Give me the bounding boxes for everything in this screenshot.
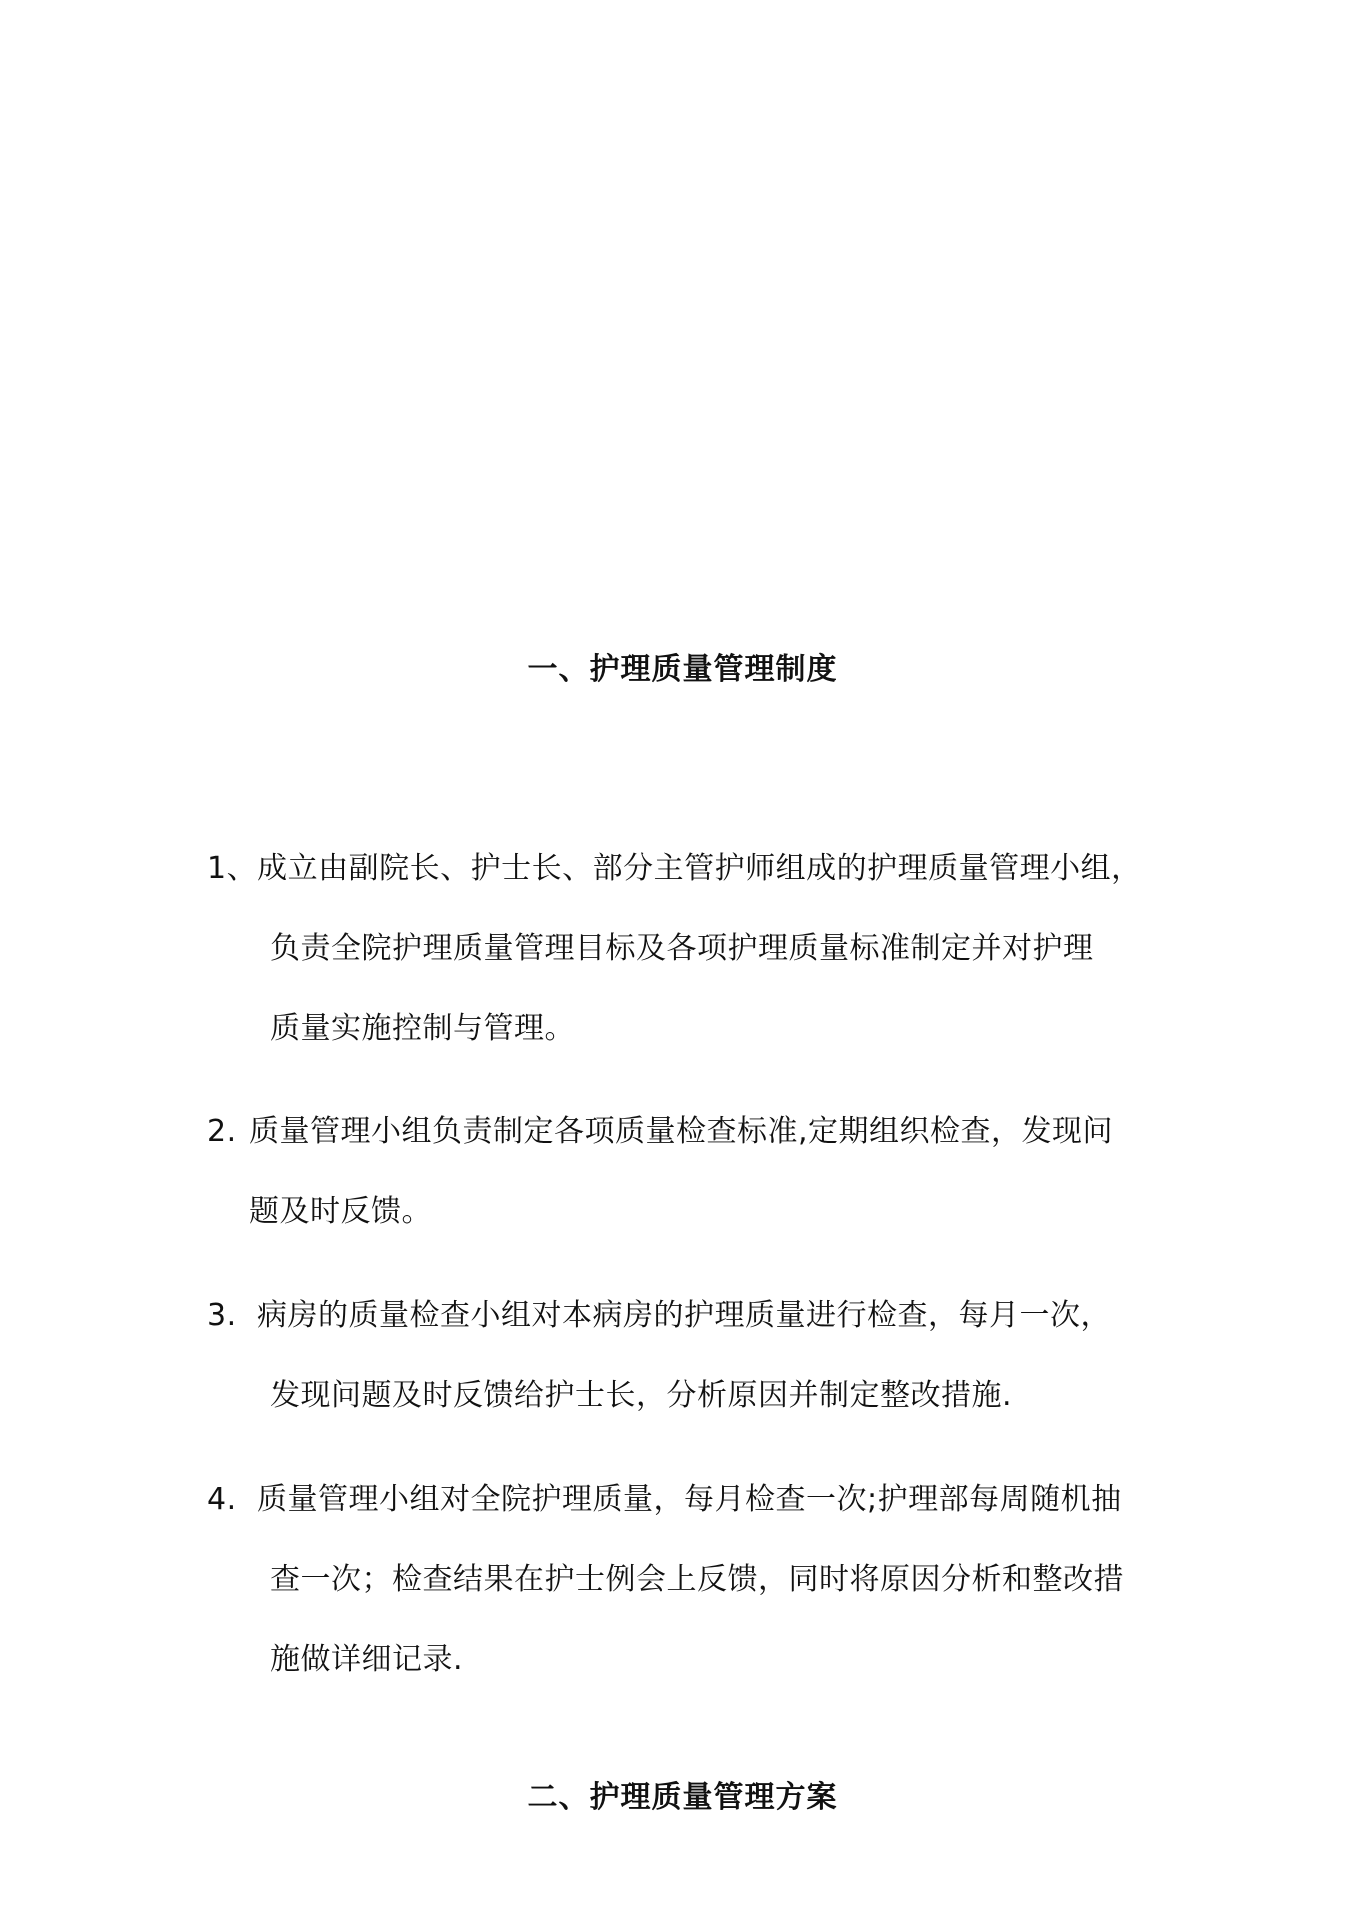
list-item-4-line-2: 查一次；检查结果在护士例会上反馈，同时将原因分析和整改措 <box>270 1562 1124 1597</box>
list-item-1-line-3: 质量实施控制与管理。 <box>270 1011 575 1046</box>
list-item-2-text-1: 质量管理小组负责制定各项质量检查标准,定期组织检查，发现问 <box>249 1114 1114 1149</box>
list-item-2-line-1 <box>207 1112 1113 1152</box>
list-item-2-number: 2. <box>207 1114 237 1149</box>
list-item-3-number: 3. <box>207 1298 237 1333</box>
list-item-3-line-1 <box>207 1296 1111 1336</box>
section-title-2: 二、护理质量管理方案 <box>527 1780 838 1815</box>
list-item-4-line-1 <box>207 1480 1122 1520</box>
list-item-1-line-1 <box>207 849 1142 889</box>
list-item-3-line-2: 发现问题及时反馈给护士长，分析原因并制定整改措施. <box>270 1378 1013 1413</box>
list-item-3-text-1: 病房的质量检查小组对本病房的护理质量进行检查，每月一次， <box>257 1298 1111 1333</box>
list-item-4-number: 4. <box>207 1482 237 1517</box>
list-item-4-text-1: 质量管理小组对全院护理质量，每月检查一次;护理部每周随机抽 <box>257 1482 1122 1517</box>
list-item-1-number: 1、 <box>207 851 258 886</box>
section-title-1: 一、护理质量管理制度 <box>527 652 838 687</box>
list-item-2-line-2: 题及时反馈。 <box>249 1194 432 1229</box>
list-item-4-line-3: 施做详细记录. <box>270 1642 464 1677</box>
list-item-1-text-1: 成立由副院长、护士长、部分主管护师组成的护理质量管理小组， <box>257 851 1142 886</box>
list-item-1-line-2: 负责全院护理质量管理目标及各项护理质量标准制定并对护理 <box>270 931 1094 966</box>
